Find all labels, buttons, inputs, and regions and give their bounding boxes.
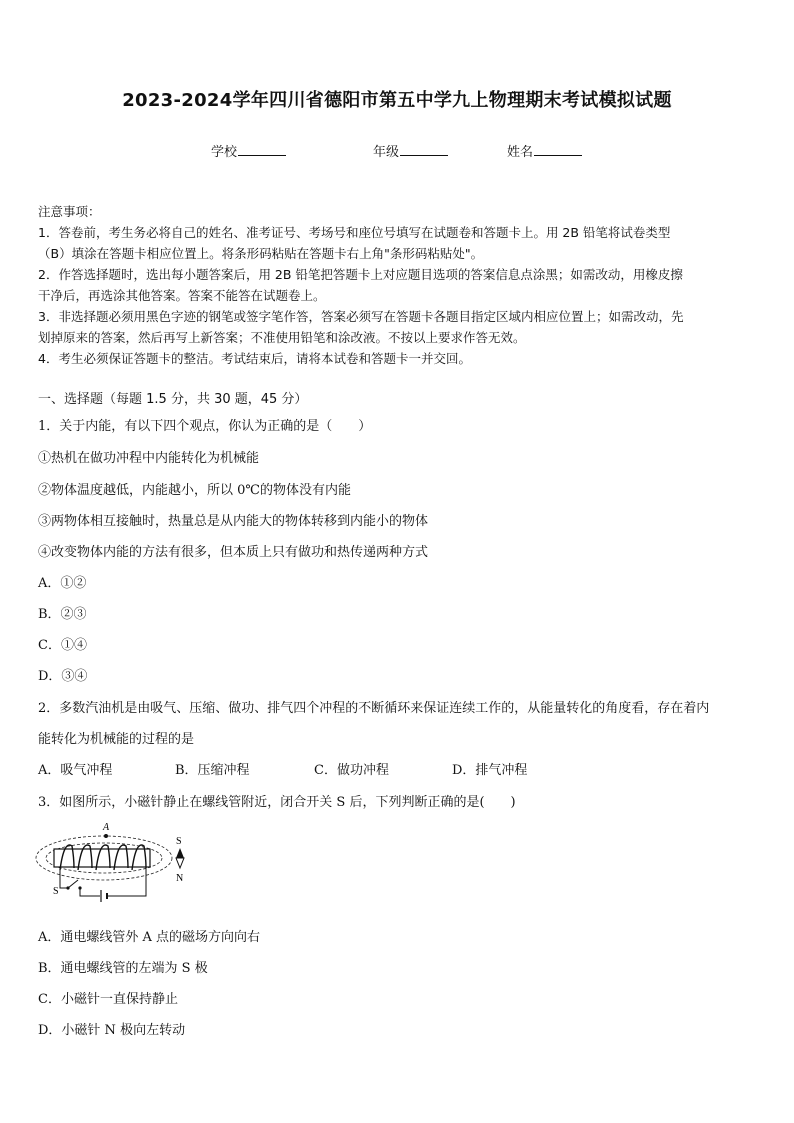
q2-option-a[interactable]: A．吸气冲程 xyxy=(38,763,113,778)
q2-stem-line2: 能转化为机械能的过程的是 xyxy=(38,732,195,747)
q3-option-a[interactable]: A．通电螺线管外 A 点的磁场方向向右 xyxy=(38,930,261,945)
q1-option-b[interactable]: B．②③ xyxy=(38,607,87,622)
needle-s-label: S xyxy=(176,836,182,847)
notes-line: 干净后，再选涂其他答案。答案不能答在试题卷上。 xyxy=(38,288,326,303)
section-heading: 一、选择题（每题 1.5 分，共 30 题，45 分） xyxy=(38,392,308,407)
q2-option-d[interactable]: D．排气冲程 xyxy=(452,763,528,778)
notes-line: 划掉原来的答案，然后再写上新答案；不准使用铅笔和涂改液。不按以上要求作答无效。 xyxy=(38,330,526,345)
notes-heading: 注意事项： xyxy=(38,204,101,219)
q1-stem: 1．关于内能，有以下四个观点，你认为正确的是（ ） xyxy=(38,419,372,434)
notes-line: 4．考生必须保证答题卡的整洁。考试结束后，请将本试卷和答题卡一并交回。 xyxy=(38,351,471,366)
grade-blank[interactable] xyxy=(400,143,448,156)
point-a-label: A xyxy=(103,822,110,833)
q1-statement: ③两物体相互接触时，热量总是从内能大的物体转移到内能小的物体 xyxy=(38,514,429,529)
point-a-marker xyxy=(104,834,108,838)
notes-line: 1．答卷前，考生务必将自己的姓名、准考证号、考场号和座位号填写在试题卷和答题卡上。用 2B 铅笔将试卷类型 xyxy=(38,225,671,240)
school-label: 学校 xyxy=(211,145,238,160)
notes-line: 2．作答选择题时，选出每小题答案后，用 2B 铅笔把答题卡上对应题目选项的答案信息点涂黑；如需改动，用橡皮擦 xyxy=(38,267,683,282)
q1-option-c[interactable]: C．①④ xyxy=(38,638,87,653)
q1-statement: ④改变物体内能的方法有很多，但本质上只有做功和热传递两种方式 xyxy=(38,545,429,560)
switch-lever xyxy=(68,880,78,888)
q3-option-d[interactable]: D．小磁针 N 极向左转动 xyxy=(38,1023,186,1038)
page-title: 2023-2024学年四川省德阳市第五中学九上物理期末考试模拟试题 xyxy=(122,90,672,111)
name-blank[interactable] xyxy=(534,143,582,156)
q1-option-d[interactable]: D．③④ xyxy=(38,669,88,684)
q3-stem: 3．如图所示，小磁针静止在螺线管附近，闭合开关 S 后，下列判断正确的是( ) xyxy=(38,795,516,810)
q1-statement: ②物体温度越低，内能越小，所以 0℃的物体没有内能 xyxy=(38,483,351,498)
notes-line: （B）填涂在答题卡相应位置上。将条形码粘贴在答题卡右上角"条形码粘贴处"。 xyxy=(38,246,484,261)
q3-option-c[interactable]: C．小磁针一直保持静止 xyxy=(38,992,178,1007)
q2-option-c[interactable]: C．做功冲程 xyxy=(314,763,389,778)
name-field xyxy=(507,141,582,160)
notes-line: 3．非选择题必须用黑色字迹的钢笔或签字笔作答，答案必须写在答题卡各题目指定区域内相应位置上；如需改动，先 xyxy=(38,309,684,324)
needle-n-label: N xyxy=(176,873,184,884)
switch-label: S xyxy=(53,886,59,897)
school-field xyxy=(211,141,286,160)
needle-south-half xyxy=(176,858,184,868)
q1-option-a[interactable]: A．①② xyxy=(38,576,87,591)
q2-stem-line1: 2．多数汽油机是由吸气、压缩、做功、排气四个冲程的不断循环来保证连续工作的，从能量转化的角度看，存在着内 xyxy=(38,701,710,716)
school-blank[interactable] xyxy=(238,143,286,156)
grade-label: 年级 xyxy=(373,145,400,160)
name-label: 姓名 xyxy=(507,145,534,160)
q3-option-b[interactable]: B．通电螺线管的左端为 S 极 xyxy=(38,961,208,976)
grade-field xyxy=(373,141,448,160)
notes-block xyxy=(38,201,758,369)
q2-option-b[interactable]: B．压缩冲程 xyxy=(175,763,250,778)
solenoid-figure xyxy=(34,818,204,908)
needle-north-half xyxy=(176,848,184,858)
q1-statement: ①热机在做功冲程中内能转化为机械能 xyxy=(38,451,260,466)
